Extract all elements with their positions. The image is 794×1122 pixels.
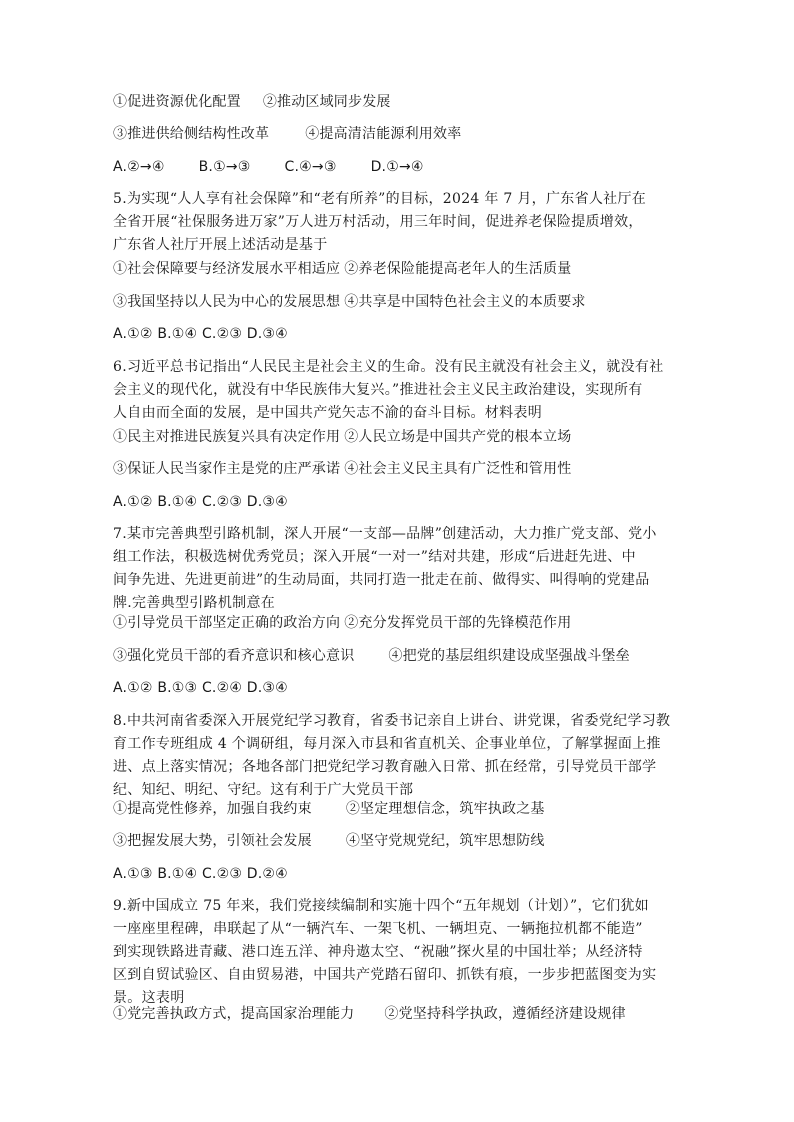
q6-answers: A.①② B.①④ C.②③ D.③④ (113, 494, 288, 510)
q6-stem-line: 6.习近平总书记指出“人民民主是社会主义的生命。没有民主就没有社会主义，就没有社 (113, 359, 664, 375)
q8-stem (113, 710, 673, 802)
q6-option-4: ④社会主义民主具有广泛性和管用性 (344, 461, 572, 477)
q6-stem (113, 356, 673, 425)
q5-stem-line: 全省开展“社保服务进万家”万人进万村活动，用三年时间，促进养老保险提质增效， (113, 214, 643, 230)
q7-stem (113, 523, 673, 615)
q7-option-4: ④把党的基层组织建设成坚强战斗堡垒 (388, 648, 630, 664)
q8-option-4: ④坚守党规党纪，筑牢思想防线 (345, 833, 545, 849)
q9-stem-line: 9.新中国成立 75 年来，我们党接续编制和实施十四个“五年规划（计划）”，它们犹如 (113, 898, 649, 914)
q7-options-row1 (113, 613, 571, 633)
q5-options-row1 (113, 259, 571, 279)
q7-option-1: ①引导党员干部坚定正确的政治方向 (113, 615, 341, 631)
q8-stem-line: 进、点上落实情况；各地各部门把党纪学习教育融入日常、抓在经常，引导党员干部学 (113, 759, 657, 775)
q6-option-2: ②人民立场是中国共产党的根本立场 (344, 429, 572, 445)
q5-options-row2 (113, 292, 586, 312)
q4-option-4: ④提高清洁能源利用效率 (305, 126, 462, 142)
q5-option-3: ③我国坚持以人民为中心的发展思想 (113, 294, 341, 310)
q9-stem-line: 到实现铁路进青藏、港口连五洋、神舟遨太空、“祝融”探火星的中国壮举；从经济特 (113, 944, 643, 960)
q8-option-2: ②坚定理想信念，筑牢执政之基 (345, 801, 545, 817)
q4-answer-b: B.①→③ (198, 159, 251, 175)
q4-option-3: ③推进供给侧结构性改革 (113, 126, 270, 142)
q4-answer-a: A.②→④ (113, 159, 165, 175)
q8-stem-line: 8.中共河南省委深入开展党纪学习教育，省委书记亲自上讲台、讲党课，省委党纪学习教 (113, 713, 671, 729)
q9-option-2: ②党坚持科学执政，遵循经济建设规律 (384, 1006, 626, 1022)
q5-option-4: ④共享是中国特色社会主义的本质要求 (344, 294, 586, 310)
q7-stem-line: 7.某市完善典型引路机制，深人开展“一支部—品牌”创建活动，大力推广党支部、党小 (113, 526, 657, 542)
q7-option-2: ②充分发挥党员干部的先锋模范作用 (344, 615, 572, 631)
q9-stem-line: 一座座里程碑，串联起了从“一辆汽车、一架飞机、一辆坦克、一辆拖拉机都不能造” (113, 921, 643, 937)
q5-option-1: ①社会保障要与经济发展水平相适应 (113, 261, 341, 277)
q5-stem (113, 188, 673, 257)
q8-answers: A.①③ B.①④ C.②③ D.②④ (113, 866, 288, 882)
q8-option-1: ①提高党性修养，加强自我约束 (113, 801, 312, 817)
q7-answers: A.①② B.①③ C.②④ D.③④ (113, 680, 288, 696)
q5-option-2: ②养老保险能提高老年人的生活质量 (344, 261, 572, 277)
q7-stem-line: 牌.完善典型引路机制意在 (113, 595, 276, 611)
q5-answers: A.①② B.①④ C.②③ D.③④ (113, 326, 288, 342)
q9-stem-line: 景。这表明 (113, 990, 185, 1006)
q4-options-row2 (113, 124, 461, 144)
q8-options-row1 (113, 799, 545, 819)
q6-stem-line: 会主义的现代化，就没有中华民族伟大复兴。”推进社会主义民主政治建设，实现所有 (113, 382, 643, 398)
q7-option-3: ③强化党员干部的看齐意识和核心意识 (113, 648, 355, 664)
q6-option-1: ①民主对推进民族复兴具有决定作用 (113, 429, 341, 445)
q7-options-row2 (113, 646, 630, 666)
q6-options-row2 (113, 459, 571, 479)
q6-option-3: ③保证人民当家作主是党的庄严承诺 (113, 461, 341, 477)
q4-answers (113, 157, 424, 177)
q4-answer-d: D.①→④ (370, 159, 424, 175)
q8-stem-line: 纪、知纪、明纪、守纪。这有利于广大党员干部 (113, 782, 414, 798)
q9-stem-line: 区到自贸试验区、自由贸易港，中国共产党踏石留印、抓铁有痕，一步步把蓝图变为实 (113, 967, 657, 983)
q4-option-2: ②推动区域同步发展 (262, 94, 391, 110)
q5-stem-line: 广东省人社厅开展上述活动是基于 (113, 237, 328, 253)
q9-stem (113, 895, 673, 1010)
q6-options-row1 (113, 427, 571, 447)
q7-stem-line: 间争先进、先进更前进”的生动局面，共同打造一批走在前、做得实、叫得响的党建品 (113, 572, 650, 588)
q7-stem-line: 组工作法，积极选树优秀党员；深入开展“一对一”结对共建，形成“后进赶先进、中 (113, 549, 636, 565)
q8-stem-line: 育工作专班组成 4 个调研组，每月深入市县和省直机关、企事业单位，了解掌握面上推 (113, 736, 661, 752)
q8-options-row2 (113, 831, 545, 851)
q6-stem-line: 人自由而全面的发展，是中国共产党矢志不渝的奋斗目标。材料表明 (113, 405, 542, 421)
q4-options-row1 (113, 92, 391, 112)
q8-option-3: ③把握发展大势，引领社会发展 (113, 833, 312, 849)
q4-option-1: ①促进资源优化配置 (113, 94, 241, 110)
q5-stem-line: 5.为实现“人人享有社会保障”和“老有所养”的目标，2024 年 7 月，广东省人社厅在 (113, 191, 647, 207)
q9-options-row1 (113, 1004, 626, 1024)
q4-answer-c: C.④→③ (284, 159, 337, 175)
q9-option-1: ①党完善执政方式，提高国家治理能力 (113, 1006, 355, 1022)
